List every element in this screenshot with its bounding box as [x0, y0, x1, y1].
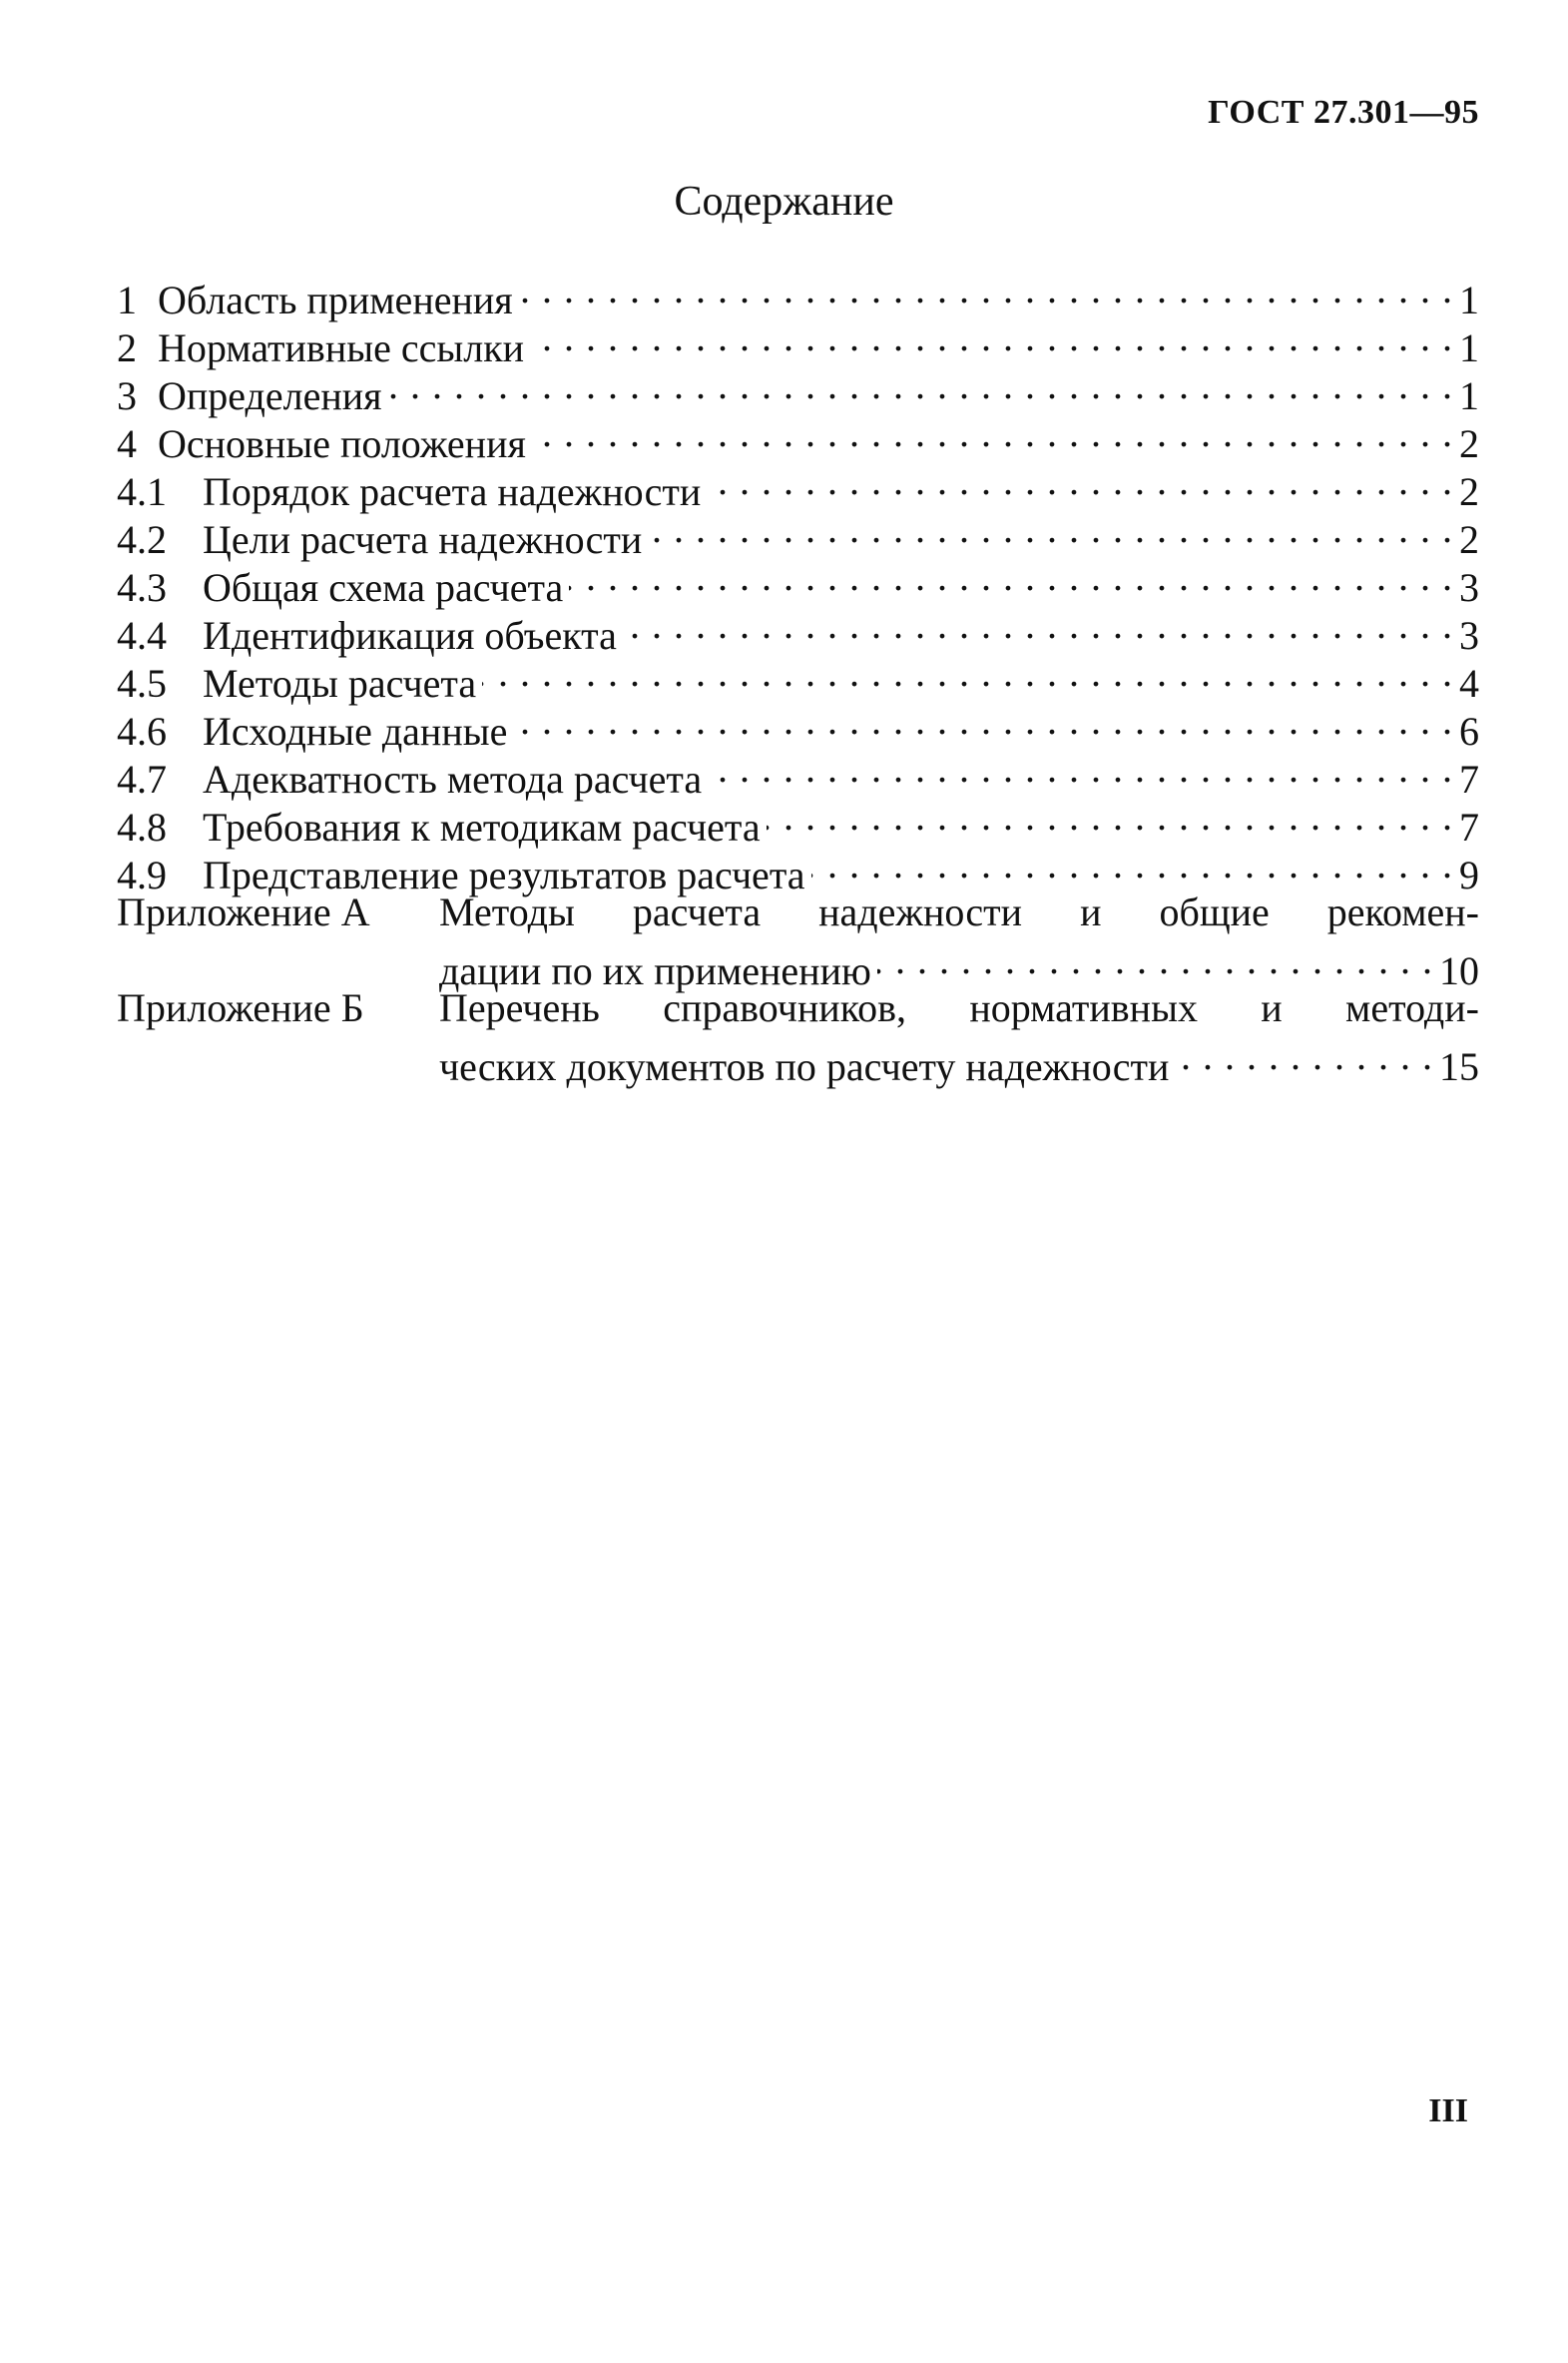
dot-leader	[519, 266, 1453, 313]
toc-entry-label: Общая схема расчета	[203, 565, 564, 610]
toc-entry-number: 4.9	[117, 853, 167, 897]
appendix-label: Приложение А	[117, 889, 370, 934]
toc-entry-number: 2	[117, 325, 137, 370]
toc-entry-label: Нормативные ссылки	[158, 325, 525, 370]
toc-entry-page: 15	[1439, 1044, 1479, 1089]
toc-entry-number: 4.7	[117, 757, 167, 802]
toc-title: Содержание	[674, 179, 894, 225]
toc-entry-page: 3	[1459, 613, 1479, 658]
appendix-title-line: Методы расчета надежности и общие рекомен-	[439, 889, 1479, 934]
toc-entry-page: 7	[1459, 757, 1479, 802]
table-of-contents	[117, 266, 1479, 1089]
toc-entry-number: 4.1	[117, 469, 167, 514]
document-id: ГОСТ 27.301—95	[1208, 94, 1479, 131]
dot-leader	[532, 409, 1453, 457]
toc-entry-number: 1	[117, 278, 137, 322]
toc-entry-label: Представление результатов расчета	[203, 853, 805, 897]
toc-entry-label: Порядок расчета надежности	[203, 469, 702, 514]
dot-leader	[707, 457, 1453, 505]
dot-leader	[623, 601, 1453, 649]
dot-leader	[708, 745, 1453, 793]
dot-leader	[1175, 1032, 1433, 1080]
toc-entry-label: Идентификация объекта	[203, 613, 617, 658]
appendix-title	[439, 984, 1479, 1089]
dot-leader	[530, 313, 1453, 361]
toc-entry[interactable]	[117, 266, 1479, 322]
toc-entry-page: 1	[1459, 373, 1479, 418]
toc-entry-page: 2	[1459, 469, 1479, 514]
toc-entry-page: 2	[1459, 421, 1479, 466]
toc-appendix-entry[interactable]	[117, 984, 1479, 1089]
toc-entry-page: 4	[1459, 661, 1479, 706]
toc-entry-label: Область применения	[158, 278, 513, 322]
toc-appendix-entry[interactable]	[117, 888, 1479, 993]
toc-entry-page: 7	[1459, 805, 1479, 850]
dot-leader	[767, 793, 1453, 841]
dot-leader	[513, 697, 1453, 745]
toc-entry-page: 3	[1459, 565, 1479, 610]
dot-leader	[569, 553, 1453, 601]
toc-entry-page: 9	[1459, 853, 1479, 897]
toc-entry-number: 3	[117, 373, 137, 418]
dot-leader	[482, 649, 1453, 697]
toc-entry-number: 4	[117, 421, 137, 466]
toc-entry-label: Определения	[158, 373, 382, 418]
dot-leader	[388, 361, 1453, 409]
toc-entry-number: 4.4	[117, 613, 167, 658]
toc-entry-label: Требования к методикам расчета	[203, 805, 761, 850]
toc-entry-page: 6	[1459, 709, 1479, 754]
toc-entry-label: Методы расчета	[203, 661, 477, 706]
toc-entry-number: 4.8	[117, 805, 167, 850]
dot-leader	[877, 936, 1433, 984]
page-number: III	[1428, 2092, 1468, 2129]
toc-entry-label: Цели расчета надежности	[203, 517, 643, 562]
toc-entry-label: Адекватность метода расчета	[203, 757, 703, 802]
toc-entry-page: 10	[1439, 948, 1479, 993]
dot-leader	[648, 505, 1453, 553]
toc-entry-label: Исходные данные	[203, 709, 508, 754]
toc-entry-number: 4.3	[117, 565, 167, 610]
appendix-title-line: Перечень справочников, нормативных и методи-	[439, 985, 1479, 1030]
appendix-title	[439, 888, 1479, 993]
toc-entry-page: 1	[1459, 325, 1479, 370]
toc-entry-page: 2	[1459, 517, 1479, 562]
appendix-title-last-line	[439, 1032, 1479, 1089]
dot-leader	[811, 841, 1453, 888]
appendix-label: Приложение Б	[117, 985, 364, 1030]
appendix-title-line: ческих документов по расчету надежности	[439, 1044, 1170, 1089]
appendix-title-line: дации по их применению	[439, 948, 871, 993]
toc-entry-number: 4.5	[117, 661, 167, 706]
toc-entry-page: 1	[1459, 278, 1479, 322]
appendix-title-last-line	[439, 936, 1479, 993]
toc-entry-number: 4.2	[117, 517, 167, 562]
toc-entry-number: 4.6	[117, 709, 167, 754]
toc-entry-label: Основные положения	[158, 421, 526, 466]
